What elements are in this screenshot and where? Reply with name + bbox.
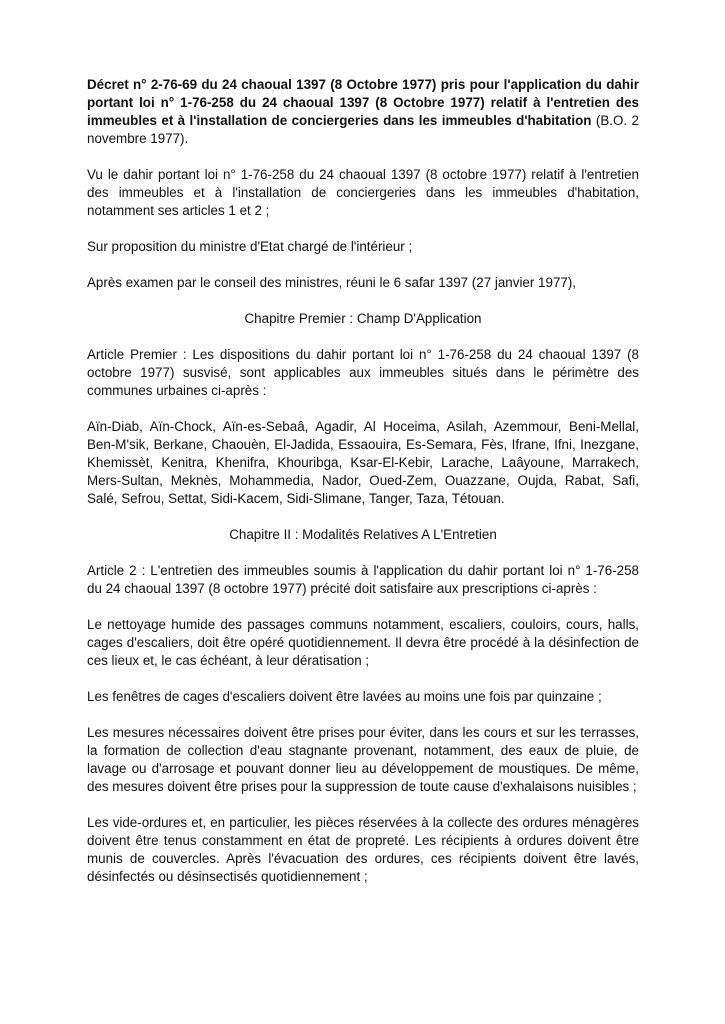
communes-list: Aïn-Diab, Aïn-Chock, Aïn-es-Sebaâ, Agadir, Al Hoceima, Asilah, Azemmour, Beni-Mellal, Ben-M'sik, Berkane, Chaouèn, El-Jadida, Essaouira, Es-Semara, Fès, Ifrane, Ifni, Inezgane, Khemissèt, Kenitra, Khenifra, Khouribga, Ksar-El-Kebir, Larache, Laâyoune, Marrakech, Mers-Sultan, Meknès, Mohammedia, Nador, Oued-Zem, Ouazzane, Oujda, Rabat, Safi, Salé, Sefrou, Settat, Sidi-Kacem, Sidi-Slimane, Tanger, Taza, Tétouan. [87,419,639,506]
chapter-heading: Chapitre Premier : Champ D'Application [244,311,482,326]
prescription-paragraph: Les vide-ordures et, en particulier, les pièces réservées à la collecte des ordures ménagères doivent être tenus constamment en état de propreté. Les récipients à ordures doivent être munis de couvercles. Après l'évacuation des ordures, ces récipients doivent être lavés, désinfectés ou désinsectisés quotidiennement ; [87,815,639,884]
decree-title-reference: (B.O. 2 novembre 1977). [87,113,640,146]
preamble-paragraph: Après examen par le conseil des ministres, réuni le 6 safar 1397 (27 janvier 1977), [87,275,577,290]
article-paragraph: Article Premier : Les dispositions du dahir portant loi n° 1-76-258 du 24 chaoual 1397 (8 octobre 1977) susvisé, sont applicables aux immeubles situés dans le périmètre des communes urbaines ci-après : [87,347,639,398]
decree-title-bold: Décret n° 2-76-69 du 24 chaoual 1397 (8 Octobre 1977) pris pour l'application du dahir portant loi n° 1-76-258 du 24 chaoual 1397 (8 Octobre 1977) relatif à l'entretien des immeubles et à l'installation de conciergeries dans les immeubles d'habitation [87,77,639,128]
prescription-paragraph: Le nettoyage humide des passages communs notamment, escaliers, couloirs, cours, halls, cages d'escaliers, doit être opéré quotidiennement. Il devra être procédé à la désinfection de ces lieux et, le cas échéant, à leur dératisation ; [87,617,639,668]
prescription-paragraph: Les fenêtres de cages d'escaliers doivent être lavées au moins une fois par quinzaine ; [87,689,602,704]
decree-title [87,76,639,148]
article-paragraph: Article 2 : L'entretien des immeubles soumis à l'application du dahir portant loi n° 1-76-258 du 24 chaoual 1397 (8 octobre 1977) précité doit satisfaire aux prescriptions ci-après : [87,563,639,596]
preamble-paragraph: Vu le dahir portant loi n° 1-76-258 du 24 chaoual 1397 (8 octobre 1977) relatif à l'entretien des immeubles et à l'installation de conciergeries dans les immeubles d'habitation, notamment ses articles 1 et 2 ; [87,167,639,218]
prescription-paragraph: Les mesures nécessaires doivent être prises pour éviter, dans les cours et sur les terrasses, la formation de collection d'eau stagnante provenant, notamment, des eaux de pluie, de lavage ou d'arrosage et pouvant donner lieu au développement de moustiques. De même, des mesures doivent être prises pour la suppression de toute cause d'exhalaisons nuisibles ; [87,725,639,794]
preamble-paragraph: Sur proposition du ministre d'Etat chargé de l'intérieur ; [87,239,413,254]
document-page [87,76,639,904]
chapter-heading: Chapitre II : Modalités Relatives A L'Entretien [229,527,497,542]
